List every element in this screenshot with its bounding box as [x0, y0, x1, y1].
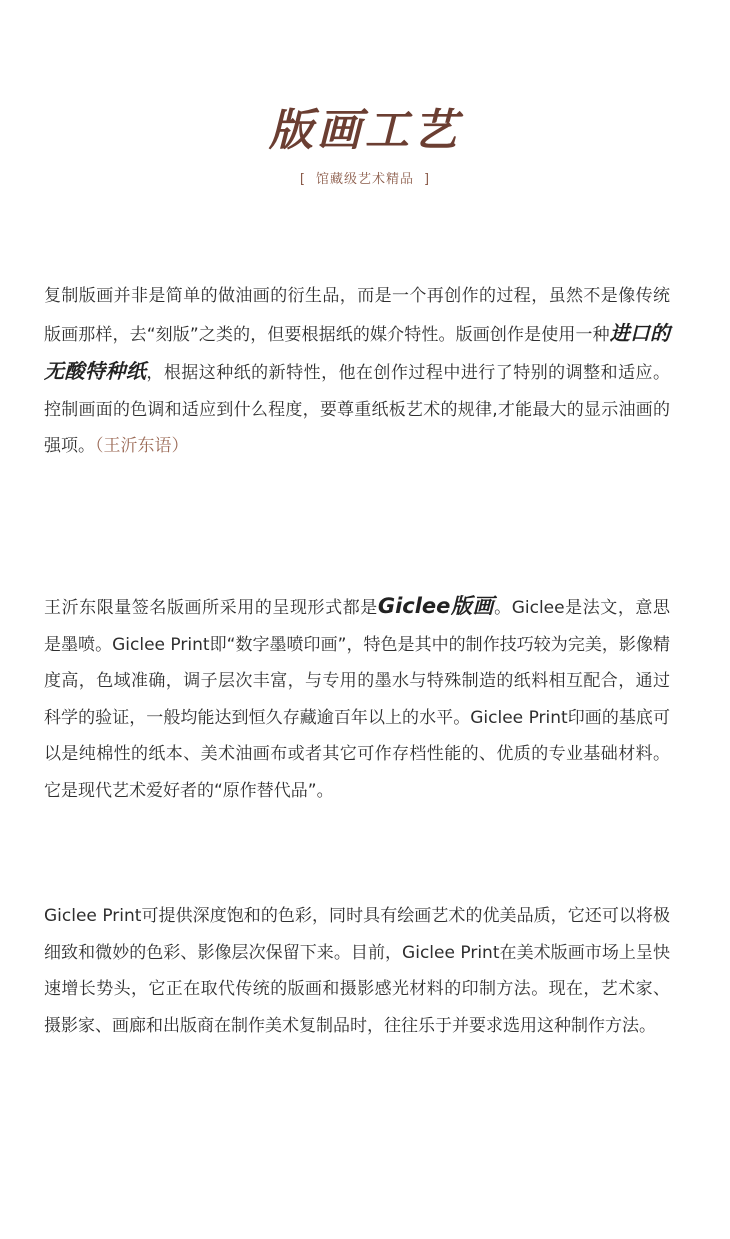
paragraph-giclee-text-b: 。Giclee是法文，意思是墨喷。Giclee Print即“数字墨喷印画”，特色是其中的制作技巧较为完美，影像精度高，色域准确，调子层次丰富，与专用的墨水与特殊制造的纸料相互配合，通过科学的验证，一般均能达到恒久存藏逾百年以上的水平。Giclee Print印画的基底可以是纯棉性的纸本、美术油画布或者其它可作存档性能的、优质的专业基础材料。它是现代艺术爱好者的“原作替代品”。	[44, 598, 670, 801]
emphasis-giclee: Giclee版画	[377, 594, 495, 618]
page-title: 版画工艺	[269, 105, 461, 156]
page-subtitle	[0, 170, 730, 190]
paragraph-intro-text-b: ，根据这种纸的新特性，他在创作过程中进行了特别的调整和适应。控制画面的色调和适应到什么程度，要尊重纸板艺术的规律,才能最大的显示油画的强项。	[44, 363, 671, 456]
subtitle-text: 馆藏级艺术精品	[315, 172, 414, 187]
subtitle-bracket-open: [	[299, 172, 306, 187]
paragraph-intro	[44, 278, 670, 465]
subtitle-bracket-close: ]	[424, 172, 431, 187]
attribution: （王沂东语）	[95, 436, 189, 456]
paragraph-intro-text-a: 复制版画并非是简单的做油画的衍生品，而是一个再创作的过程，虽然不是像传统版画那样，去“刻版”之类的，但要根据纸的媒介特性。版画创作是使用一种	[44, 286, 670, 345]
emphasis-paper: 进口的无酸特种纸	[44, 320, 670, 383]
paragraph-giclee-print: Giclee Print可提供深度饱和的色彩，同时具有绘画艺术的优美品质，它还可以将极细致和微妙的色彩、影像层次保留下来。目前，Giclee Print在美术版画市场上呈快速增长势头，它正在取代传统的版画和摄影感光材料的印制方法。现在，艺术家、摄影家、画廊和出版商在制作美术复制品时，往往乐于并要求选用这种制作方法。	[44, 906, 670, 1036]
paragraph-giclee	[44, 588, 670, 809]
paragraph-giclee-text-a: 王沂东限量签名版画所采用的呈现形式都是	[44, 598, 378, 618]
